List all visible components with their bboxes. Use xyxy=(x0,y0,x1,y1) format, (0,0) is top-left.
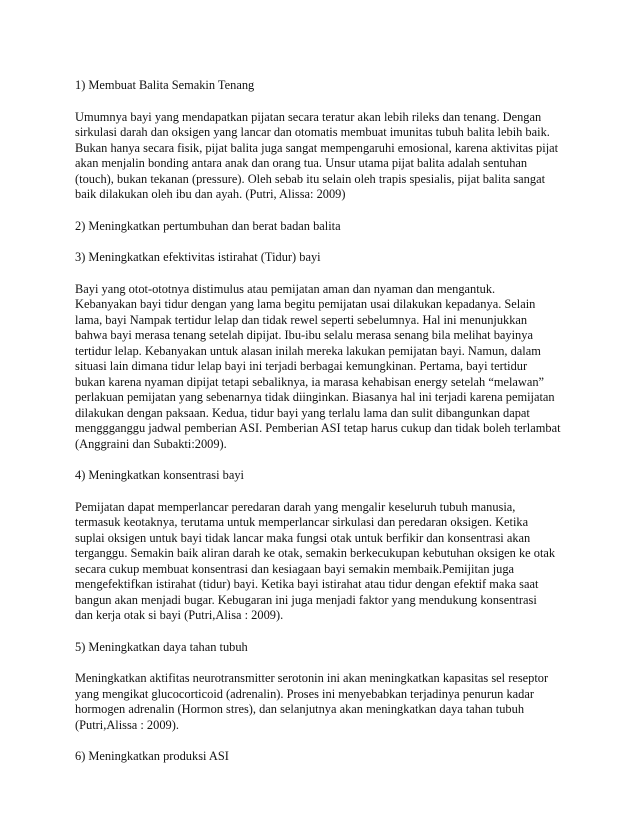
section-5-line-2: yang mengikat glucocorticoid (adrenalin). Proses ini menyebabkan terjadinya penurun kadar xyxy=(75,686,534,701)
section-3-line-11: (Anggraini dan Subakti:2009). xyxy=(75,436,227,451)
section-4-line-7: bangun akan menjadi bugar. Kebugaran ini juga menjadi faktor yang mendukung konsentrasi xyxy=(75,592,537,607)
section-1-line-4: akan menjalin bonding antara anak dan orang tua. Unsur utama pijat balita adalah sentuhan xyxy=(75,156,528,170)
section-3-line-8: perlakuan pemijatan yang sebenarnya tidak diinginkan. Biasanya hal ini terjadi karena pemijatan xyxy=(75,390,555,404)
section-3-line-5: tertidur lelap. Kebanyakan untuk alasan inilah mereka lakukan pemijatan bayi. Namun, dalam xyxy=(75,343,541,358)
section-4-line-8: dan kerja otak si bayi (Putri,Alisa : 2009). xyxy=(75,608,284,622)
section-1-heading: 1) Membuat Balita Semakin Tenang xyxy=(75,78,255,92)
section-3-paragraph xyxy=(75,282,575,453)
section-5-heading: 5) Meningkatkan daya tahan tubuh xyxy=(75,639,248,654)
section-3-line-10: menggganggu jadwal pemberian ASI. Pemberian ASI tetap harus cukup dan tidak boleh terlambat xyxy=(75,421,561,435)
document-page xyxy=(75,78,575,781)
section-1-line-2: sirkulasi darah dan oksigen yang lancar dan otomatis membuat imunitas tubuh balita lebih baik. xyxy=(75,125,550,139)
section-4-line-1: Pemijatan dapat memperlancar peredaran darah yang mengalir keseluruh tubuh manusia, xyxy=(75,499,516,514)
section-3-line-7: bukan karena nyaman dipijat tetapi sebaliknya, ia marasa kehabisan energy setelah “melawan” xyxy=(75,374,545,389)
section-3-line-9: dilakukan dengan paksaan. Kedua, tidur bayi yang terlalu lama dan sulit dibangunkan dapat xyxy=(75,405,530,420)
section-1-line-3: Bukan hanya secara fisik, pijat balita juga sangat mempengaruhi emosional, karena aktivitas pijat xyxy=(75,140,559,155)
section-1-line-5: (touch), bukan tekanan (pressure). Oleh sebab itu selain oleh trapis spesialis, pijat balita sangat xyxy=(75,171,546,186)
section-3-line-6: situasi lain dimana tidur lelap bayi ini terjadi berbagai kemungkinan. Pertama, bayi tertidur xyxy=(75,359,528,373)
section-4-line-6: mengefektifkan istirahat (tidur) bayi. Ketika bayi istirahat atau tidur dengan efektif maka saat xyxy=(75,577,539,591)
section-5-line-3: hormogen adrenalin (Hormon stres), dan selanjutnya akan meningkatkan daya tahan tubuh xyxy=(75,702,525,716)
section-4-line-5: secara cukup membuat konsentrasi dan kesiagaan bayi semakin membaik.Pemijitan juga xyxy=(75,561,515,576)
section-1-line-6: baik dilakukan oleh ibu dan ayah. (Putri, Alissa: 2009) xyxy=(75,187,346,201)
section-4-heading: 4) Meningkatkan konsentrasi bayi xyxy=(75,468,244,482)
section-5-line-4: (Putri,Alissa : 2009). xyxy=(75,717,179,732)
section-3-line-2: Kebanyakan bayi tidur dengan yang lama begitu pemijatan usai dilakukan kepadanya. Selain xyxy=(75,297,536,311)
section-3-heading: 3) Meningkatkan efektivitas istirahat (Tidur) bayi xyxy=(75,250,321,264)
section-2-heading: 2) Meningkatkan pertumbuhan dan berat badan balita xyxy=(75,218,341,233)
section-6-heading: 6) Meningkatkan produksi ASI xyxy=(75,749,229,763)
section-4-line-3: suplai oksigen untuk bayi tidak lancar maka fungsi otak untuk berfikir dan konsentrasi akan xyxy=(75,530,531,545)
section-3-line-3: lama, bayi Nampak tertidur lelap dan tidak rewel seperti sebelumnya. Hal ini menunjukkan xyxy=(75,312,528,327)
section-1-line-1: Umumnya bayi yang mendapatkan pijatan secara teratur akan lebih rileks dan tenang. Dengan xyxy=(75,109,542,124)
section-3-line-1: Bayi yang otot-ototnya distimulus atau pemijatan aman dan nyaman dan mengantuk. xyxy=(75,281,496,296)
section-5-line-1: Meningkatkan aktifitas neurotransmitter serotonin ini akan meningkatkan kapasitas sel reseptor xyxy=(75,671,549,685)
section-4-paragraph xyxy=(75,500,575,624)
section-5-paragraph xyxy=(75,671,575,733)
section-4-line-2: termasuk keotaknya, terutama untuk memperlancar sirkulasi dan peredaran oksigen. Ketika xyxy=(75,515,529,529)
section-1-paragraph xyxy=(75,110,575,203)
section-3-line-4: bahwa bayi merasa tenang setelah dipijat. Ibu-ibu selalu merasa senang bila melihat bayinya xyxy=(75,328,533,342)
section-4-line-4: terganggu. Semakin baik aliran darah ke otak, semakin berkecukupan kebutuhan oksigen ke otak xyxy=(75,546,556,560)
